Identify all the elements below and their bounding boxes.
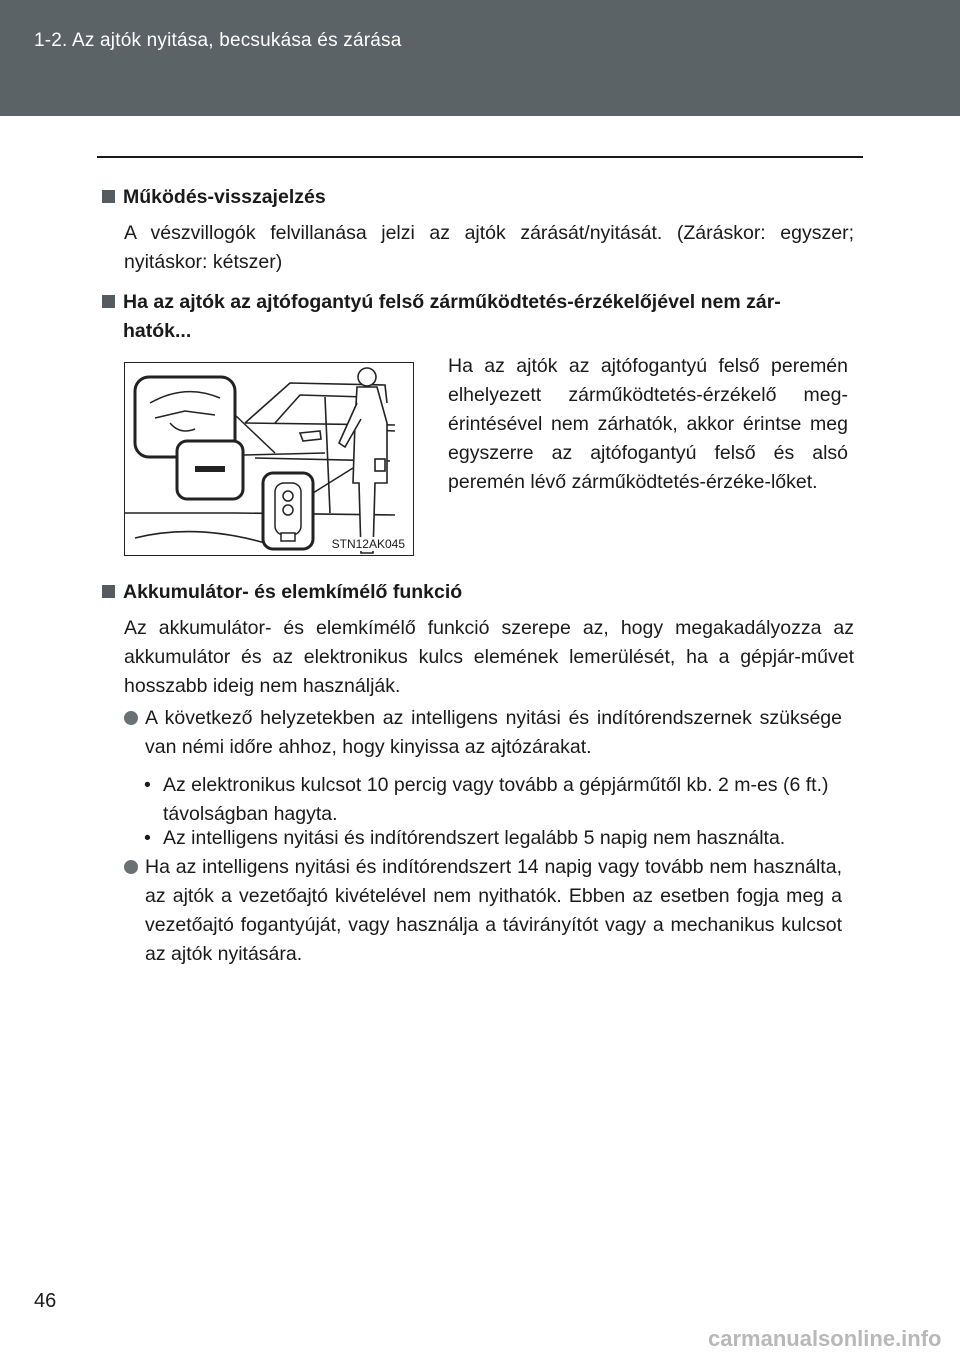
- section-heading-text: Akkumulátor- és elemkímélő funkció: [123, 581, 463, 603]
- section-heading-text: Működés-visszajelzés: [123, 186, 326, 208]
- door-handle-illustration: [124, 362, 414, 556]
- battery-saver-paragraph: Az akkumulátor- és elemkímélő funkció szerepe az, hogy megakadályozza az akkumulátor és az elektronikus kulcs elemének lemerülését, ha a gépjár-művet hosszabb ideig nem használják.: [124, 617, 854, 697]
- dot-bullet-icon: •: [144, 827, 151, 849]
- car-door-drawing: [125, 363, 414, 556]
- sub-list-item-text: Az elektronikus kulcsot 10 percig vagy tovább a gépjárműtől kb. 2 m-es (6 ft.) távolságban hagyta.: [163, 774, 829, 825]
- chapter-title: 1-2. Az ajtók nyitása, becsukása és zárása: [34, 30, 402, 51]
- list-item: [124, 704, 842, 762]
- square-bullet-icon: [102, 585, 115, 598]
- top-rule: [97, 156, 863, 158]
- square-bullet-icon: [102, 190, 115, 203]
- list-item-text: A következő helyzetekben az intelligens nyitási és indítórendszernek szüksége van némi időre ahhoz, hogy kinyissa az ajtózárakat.: [145, 707, 842, 758]
- circle-bullet-icon: [124, 860, 138, 874]
- sub-list-item-text: Az intelligens nyitási és indítórendszert legalább 5 napig nem használta.: [163, 827, 786, 849]
- section-heading-battery-saver: [102, 578, 862, 607]
- dot-bullet-icon: •: [144, 774, 151, 796]
- square-bullet-icon: [102, 295, 115, 308]
- sub-list-item: [144, 824, 844, 853]
- lock-sensor-paragraph: Ha az ajtók az ajtófogantyú felső peremén elhelyezett zárműködtetés-érzékelő meg-érintésével nem zárhatók, akkor érintse meg egyszerre az ajtófogantyú felső és alsó peremén lévő zárműködtetés-érzéke-lőket.: [448, 355, 848, 493]
- watermark: carmanualsonline.info: [708, 1326, 942, 1351]
- sub-list-item: [144, 771, 844, 829]
- list-item-text: Ha az intelligens nyitási és indítórendszert 14 napig vagy tovább nem használta, az ajtók a vezetőajtó kivételével nem nyithatók. Ebben az esetben fogja meg a vezetőajtó fogantyúját, vagy használja a távirányítót vagy a mechanikus kulcsot az ajtók nyitására.: [145, 856, 842, 965]
- feedback-paragraph: A vészvillogók felvillanása jelzi az ajtók zárását/nyitását. (Záráskor: egyszer; nyitáskor: kétszer): [124, 222, 854, 273]
- page-number: 46: [34, 1290, 57, 1312]
- section-heading-feedback: [102, 183, 862, 212]
- figure-code: STN12AK045: [331, 537, 405, 551]
- section-heading-lock-sensor: [102, 288, 862, 346]
- header-band: [0, 0, 960, 116]
- section-heading-text: Ha az ajtók az ajtófogantyú felső zárműködtetés-érzékelőjével nem zár-: [123, 291, 781, 313]
- circle-bullet-icon: [124, 711, 138, 725]
- list-item: [124, 853, 842, 969]
- section-heading-text-cont: hatók...: [123, 320, 192, 342]
